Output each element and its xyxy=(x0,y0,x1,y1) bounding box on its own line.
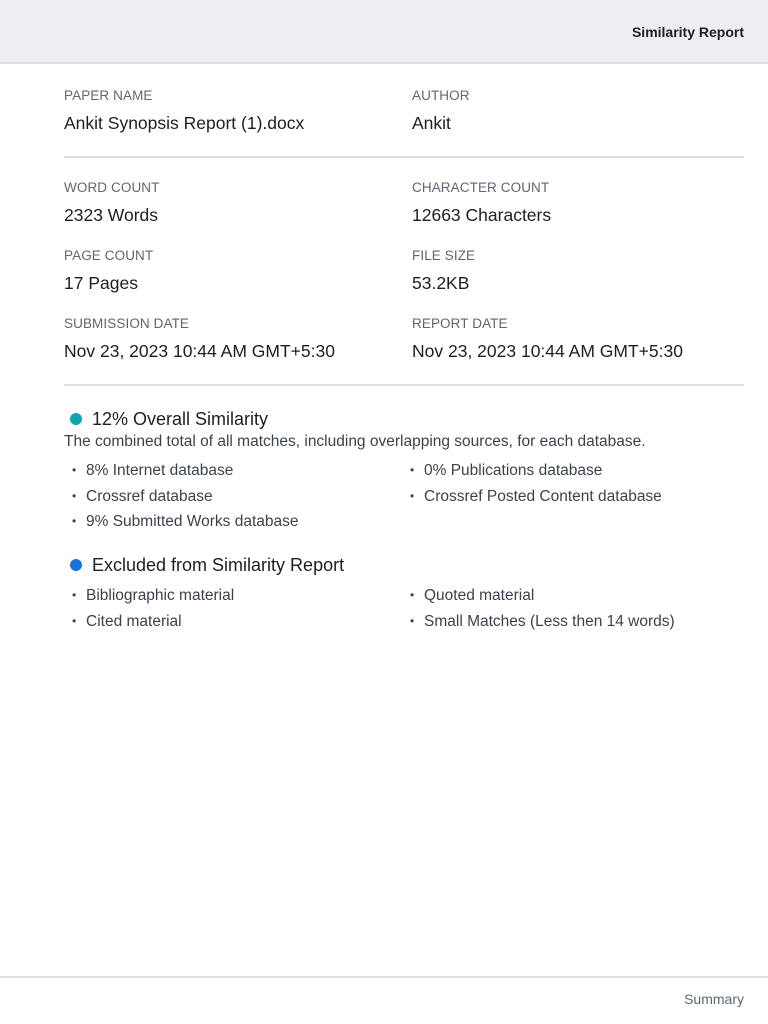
bullet-icon: • xyxy=(72,514,77,528)
similarity-section-header xyxy=(70,408,268,430)
character-count-value: 12663 Characters xyxy=(412,205,552,225)
paper-name-field xyxy=(64,88,394,133)
list-item: • Crossref database xyxy=(64,484,394,510)
word-count-field xyxy=(64,180,394,225)
page-count-value: 17 Pages xyxy=(64,273,138,293)
author-label: AUTHOR xyxy=(412,88,470,103)
list-item: • Bibliographic material xyxy=(64,583,394,609)
file-size-label: FILE SIZE xyxy=(412,248,476,263)
list-item: • Small Matches (Less then 14 words) xyxy=(402,609,732,635)
report-header-bar xyxy=(0,0,768,64)
excluded-dot-icon xyxy=(70,559,82,571)
paper-name-label: PAPER NAME xyxy=(64,88,153,103)
report-date-label: REPORT DATE xyxy=(412,316,508,331)
divider-middle xyxy=(64,384,744,386)
list-item: • Cited material xyxy=(64,609,394,635)
character-count-field xyxy=(412,180,742,225)
file-size-value: 53.2KB xyxy=(412,273,470,293)
submission-date-field xyxy=(64,316,394,361)
footer-divider xyxy=(0,976,768,978)
bullet-icon: • xyxy=(410,463,415,477)
word-count-label: WORD COUNT xyxy=(64,180,160,195)
similarity-dot-icon xyxy=(70,413,82,425)
bullet-icon: • xyxy=(410,613,415,628)
bullet-icon: • xyxy=(72,488,77,503)
submission-date-label: SUBMISSION DATE xyxy=(64,316,190,331)
file-size-field xyxy=(412,248,742,293)
list-item: • 9% Submitted Works database xyxy=(64,509,394,535)
list-item: • Quoted material xyxy=(402,583,732,609)
bullet-icon: • xyxy=(410,588,415,602)
report-title: Similarity Report xyxy=(631,24,744,40)
similarity-list-left xyxy=(64,458,394,535)
character-count-label: CHARACTER COUNT xyxy=(412,180,550,195)
excluded-section-header xyxy=(70,554,344,576)
excluded-list-left xyxy=(64,583,394,634)
excluded-heading: Excluded from Similarity Report xyxy=(92,555,345,575)
list-item: • Crossref Posted Content database xyxy=(402,484,732,510)
bullet-icon: • xyxy=(72,613,77,628)
bullet-icon: • xyxy=(72,588,77,602)
author-value: Ankit xyxy=(412,113,451,133)
list-item: • 8% Internet database xyxy=(64,458,394,484)
similarity-description: The combined total of all matches, including overlapping sources, for each database. xyxy=(64,433,646,450)
similarity-list-right xyxy=(402,458,732,509)
submission-date-value: Nov 23, 2023 10:44 AM GMT+5:30 xyxy=(64,341,335,361)
page-count-field xyxy=(64,248,394,293)
word-count-value: 2323 Words xyxy=(64,205,159,225)
bullet-icon: • xyxy=(72,463,77,477)
similarity-heading: 12% Overall Similarity xyxy=(92,409,269,429)
bullet-icon: • xyxy=(410,488,415,503)
report-date-value: Nov 23, 2023 10:44 AM GMT+5:30 xyxy=(412,341,683,361)
paper-name-value: Ankit Synopsis Report (1).docx xyxy=(64,113,305,133)
divider-top xyxy=(64,156,744,158)
page-count-label: PAGE COUNT xyxy=(64,248,154,263)
excluded-list-right xyxy=(402,583,732,634)
list-item: • 0% Publications database xyxy=(402,458,732,484)
footer-summary-label: Summary xyxy=(684,991,744,1007)
report-date-field xyxy=(412,316,742,361)
author-field xyxy=(412,88,742,133)
